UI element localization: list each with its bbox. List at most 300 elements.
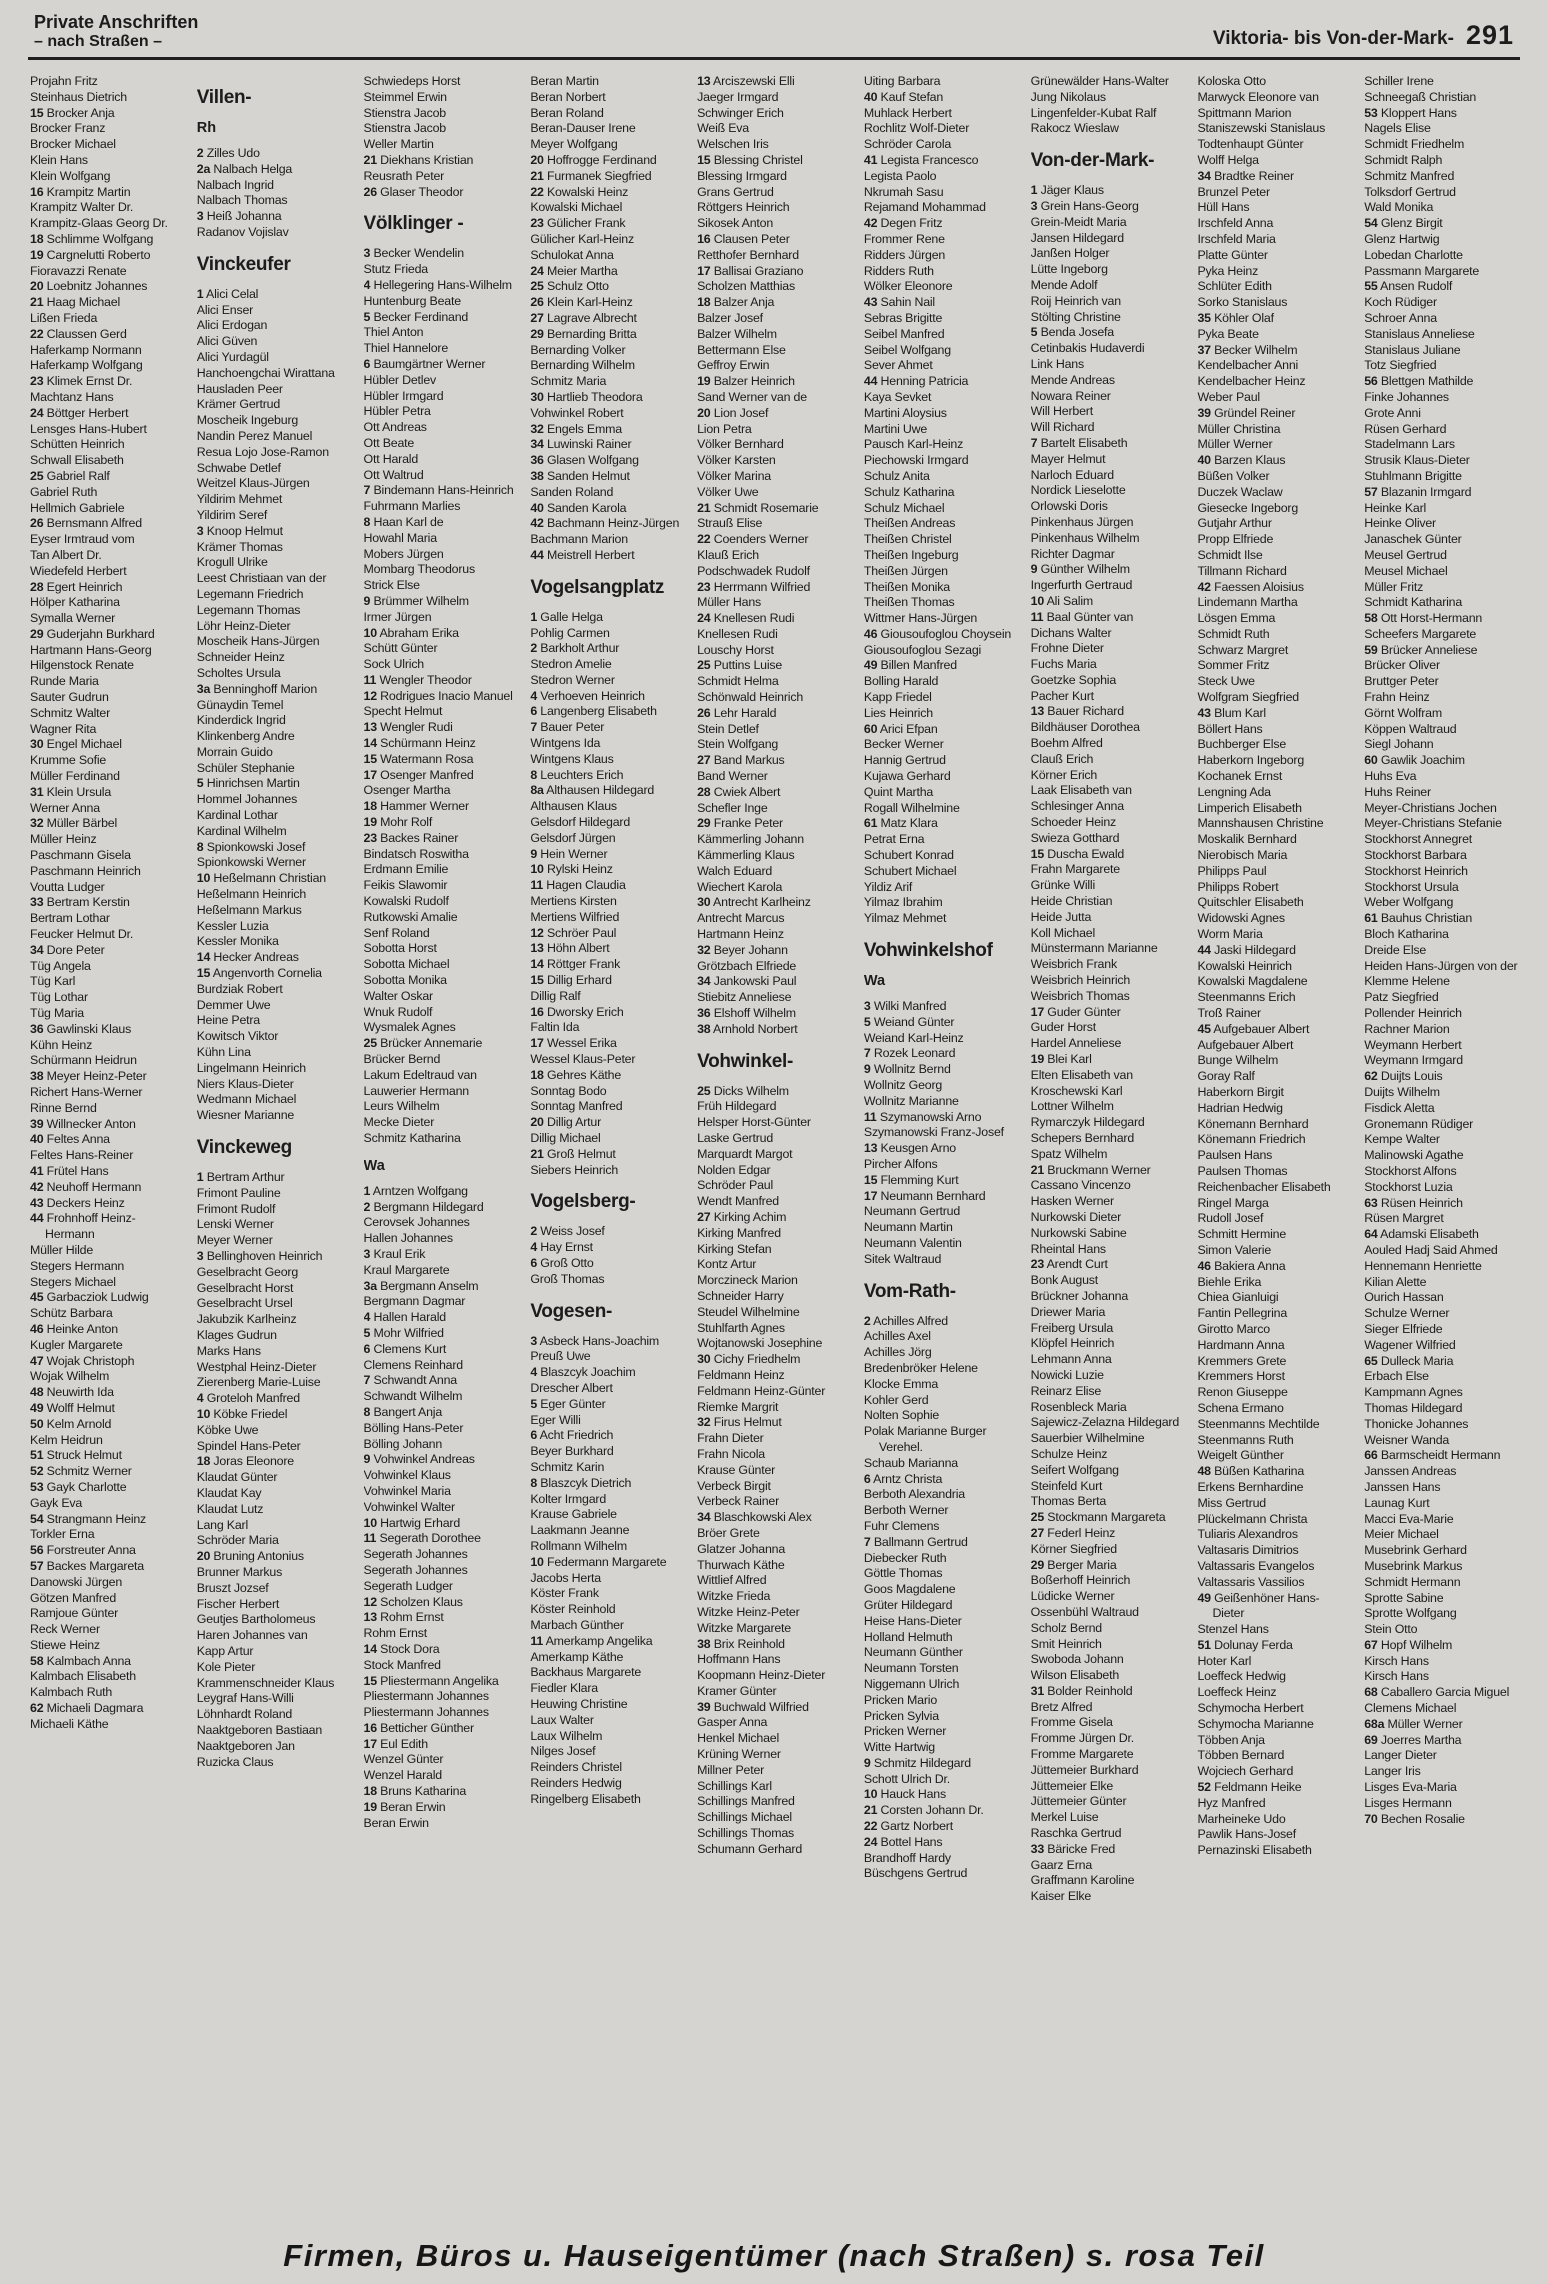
resident-entry: Sobotta Michael <box>363 957 450 972</box>
resident-entry: 20 Dillig Artur <box>530 1115 602 1130</box>
resident-entry: 16 Krampitz Martin <box>30 184 131 199</box>
resident-entry: Reck Werner <box>30 1622 100 1637</box>
resident-entry: Schwiedeps Horst <box>363 74 461 88</box>
resident-entry: 60 Arici Efpan <box>863 721 938 736</box>
resident-entry: Koloska Otto <box>1197 74 1266 88</box>
resident-entry: Krumme Sofie <box>30 753 107 768</box>
resident-entry: Steenmanns Erich <box>1197 990 1296 1005</box>
resident-entry: Lengning Ada <box>1197 784 1271 799</box>
house-number: 17 <box>363 1736 377 1751</box>
house-number: 8 <box>196 839 204 854</box>
resident-entry: Ruzicka Claus <box>196 1754 274 1769</box>
resident-entry: Piechowski Irmgard <box>863 453 969 468</box>
resident-entry: Legemann Friedrich <box>196 586 304 601</box>
resident-entry: 40 Kauf Stefan <box>863 89 944 104</box>
resident-entry: 11 Amerkamp Angelika <box>530 1633 653 1648</box>
house-number: 11 <box>363 1531 377 1546</box>
resident-entry: Völker Karsten <box>697 453 776 468</box>
resident-entry: Wittmer Hans-Jürgen <box>863 611 978 626</box>
resident-entry: Spatz Wilhelm <box>1030 1146 1108 1161</box>
resident-entry: 25 Dicks Wilhelm <box>697 1083 789 1098</box>
resident-entry: Ridders Jürgen <box>863 247 946 262</box>
house-number: 5 <box>863 1014 871 1029</box>
resident-entry: Finke Johannes <box>1364 389 1449 404</box>
resident-entry: Weller Martin <box>363 137 434 152</box>
resident-entry: Jansen Hildegard <box>1030 230 1124 245</box>
resident-entry: Simon Valerie <box>1197 1242 1272 1257</box>
resident-entry: 9 Schmitz Hildegard <box>863 1755 971 1770</box>
resident-entry: 69 Joerres Martha <box>1364 1732 1462 1747</box>
house-number: 15 <box>363 1673 377 1688</box>
resident-entry: Hüll Hans <box>1197 200 1250 215</box>
resident-entry: Ringelberg Elisabeth <box>530 1791 641 1806</box>
resident-entry: Schillings Manfred <box>697 1794 795 1809</box>
resident-entry: 53 Gayk Charlotte <box>30 1479 127 1494</box>
resident-entry: Müller Hans <box>697 595 762 610</box>
resident-entry: Sajewicz-Zelazna Hildegard <box>1030 1415 1180 1430</box>
resident-entry: 21 Furmanek Siegfried <box>530 168 652 183</box>
resident-entry: Stuhlfarth Agnes <box>697 1320 785 1335</box>
resident-entry: Bolling Harald <box>863 674 939 689</box>
resident-entry: Heiden Hans-Jürgen von der <box>1364 958 1518 973</box>
house-number: 15 <box>697 152 711 167</box>
house-number: 24 <box>30 405 44 420</box>
resident-entry: Miss Gertrud <box>1197 1495 1266 1510</box>
resident-entry: Hübler Petra <box>363 404 431 419</box>
resident-entry: Faltin Ida <box>530 1020 580 1035</box>
resident-entry: 9 Hein Werner <box>530 846 608 861</box>
resident-entry: 40 Feltes Anna <box>30 1132 110 1147</box>
house-number: 28 <box>697 784 711 799</box>
resident-entry: 25 Brücker Annemarie <box>363 1036 483 1051</box>
resident-entry: Sobotta Monika <box>363 973 447 988</box>
resident-entry: Holland Helmuth <box>863 1629 953 1644</box>
resident-entry: Merkel Luise <box>1030 1810 1099 1825</box>
resident-entry: 36 Glasen Wolfgang <box>530 453 639 468</box>
resident-entry: 2 Bergmann Hildegard <box>363 1199 484 1214</box>
resident-entry: Boehm Alfred <box>1030 736 1103 751</box>
resident-entry: Sitek Waltraud <box>863 1251 942 1266</box>
house-number: 23 <box>530 216 544 231</box>
resident-entry: Cetinbakis Hudaverdi <box>1030 341 1145 356</box>
house-number: 47 <box>30 1353 44 1368</box>
resident-entry: Frimont Pauline <box>196 1185 281 1200</box>
resident-entry: Klaudat Kay <box>196 1485 262 1500</box>
resident-entry: 24 Knellesen Rudi <box>697 611 795 626</box>
resident-entry: Wnuk Rudolf <box>363 1004 433 1019</box>
resident-entry: 39 Buchwald Wilfried <box>697 1699 809 1714</box>
resident-entry: Langer Dieter <box>1364 1748 1437 1763</box>
house-number: 36 <box>697 1006 711 1021</box>
resident-entry: Schmidt Helma <box>697 674 779 689</box>
resident-entry: Balzer Wilhelm <box>697 326 777 341</box>
resident-entry: 13 Höhn Albert <box>530 941 610 956</box>
resident-entry: Klaudat Günter <box>196 1470 278 1485</box>
resident-entry: Muhlack Herbert <box>863 105 952 120</box>
resident-entry: Neumann Valentin <box>863 1235 962 1250</box>
resident-entry: 10 Ali Salim <box>1030 593 1094 608</box>
house-number: 17 <box>530 1036 544 1051</box>
resident-entry: Pinkenhaus Wilhelm <box>1030 530 1140 545</box>
resident-entry: 20 Loebnitz Johannes <box>30 279 148 294</box>
resident-entry: Sikosek Anton <box>697 216 774 231</box>
resident-entry: Weisner Wanda <box>1364 1432 1450 1447</box>
resident-entry: 23 Gülicher Frank <box>530 216 626 231</box>
house-number: 21 <box>363 152 377 167</box>
resident-entry: 68 Caballero Garcia Miguel <box>1364 1685 1510 1700</box>
resident-entry: Wojciech Gerhard <box>1197 1764 1294 1779</box>
resident-entry: Heide Jutta <box>1030 909 1092 924</box>
resident-entry: Schefler Inge <box>697 800 768 815</box>
house-number: 62 <box>1364 1069 1378 1084</box>
header-title-line2: – nach Straßen – <box>34 33 163 50</box>
resident-entry: Schillings Karl <box>697 1778 772 1793</box>
resident-entry: Ott Harald <box>363 451 419 466</box>
house-number: 33 <box>1030 1841 1045 1856</box>
street-heading: Vogesen- <box>530 1300 613 1322</box>
resident-entry: Pawlik Hans-Josef <box>1197 1827 1296 1842</box>
resident-entry: Wölker Eleonore <box>863 279 953 294</box>
resident-entry: Valtassaris Evangelos <box>1197 1558 1315 1573</box>
resident-entry: Lindemann Martha <box>1197 595 1298 610</box>
resident-entry: Kalmbach Ruth <box>30 1685 113 1700</box>
resident-entry: 50 Kelm Arnold <box>30 1416 112 1431</box>
resident-entry: Kowalski Heinrich <box>1197 958 1292 973</box>
resident-entry: 52 Schmitz Werner <box>30 1464 132 1479</box>
resident-entry: 9 Wollnitz Bernd <box>863 1062 951 1077</box>
house-number: 34 <box>30 942 44 957</box>
resident-entry: 15 Watermann Rosa <box>363 751 474 766</box>
resident-entry: Valtassaris Vassilios <box>1197 1574 1305 1589</box>
resident-entry: Patz Siegfried <box>1364 990 1439 1005</box>
resident-entry: Schröder Maria <box>196 1533 279 1548</box>
resident-entry: Gelsdorf Hildegard <box>530 815 631 830</box>
resident-entry: Clemens Michael <box>1364 1701 1457 1716</box>
resident-entry: Paschmann Gisela <box>30 848 131 863</box>
resident-entry: Chiea Gianluigi <box>1197 1290 1279 1305</box>
resident-entry: 30 Antrecht Karlheinz <box>697 895 811 910</box>
resident-entry: Achilles Axel <box>863 1329 931 1344</box>
house-number: 6 <box>530 704 538 719</box>
house-number: 11 <box>530 1633 544 1648</box>
resident-entry: Berboth Werner <box>863 1503 949 1518</box>
resident-entry: Kessler Luzia <box>196 918 269 933</box>
resident-entry: 4 Blaszcyk Joachim <box>530 1365 636 1380</box>
resident-entry: Cassano Vincenzo <box>1030 1178 1131 1193</box>
resident-entry: Schwarz Margret <box>1197 642 1289 657</box>
house-number: 58 <box>30 1653 44 1668</box>
resident-entry: 44 Henning Patricia <box>863 374 969 389</box>
resident-entry: 15 Blessing Christel <box>697 152 803 167</box>
resident-entry: Wenzel Günter <box>363 1752 444 1767</box>
resident-entry: Bindatsch Roswitha <box>363 846 469 861</box>
resident-entry: Langer Iris <box>1364 1764 1421 1779</box>
resident-entry: Geselbracht Horst <box>196 1280 294 1295</box>
resident-entry: Tan Albert Dr. <box>30 547 102 562</box>
resident-entry: 6 Groß Otto <box>530 1255 594 1270</box>
resident-entry: Klocke Emma <box>863 1376 939 1391</box>
house-number: 61 <box>1364 911 1378 926</box>
resident-entry: Brandhoff Hardy <box>863 1850 951 1865</box>
resident-entry: 33 Bäricke Fred <box>1030 1841 1116 1856</box>
resident-entry: Gayk Eva <box>30 1495 83 1510</box>
resident-entry: Feikis Slawomir <box>363 878 448 893</box>
house-number: 10 <box>196 1406 211 1421</box>
resident-entry: 41 Frütel Hans <box>30 1163 109 1178</box>
resident-entry: Richter Dagmar <box>1030 546 1115 561</box>
resident-entry: Lüdicke Werner <box>1030 1589 1115 1604</box>
resident-entry: 18 Bruns Katharina <box>363 1784 467 1799</box>
resident-entry: 5 Hinrichsen Martin <box>196 776 300 791</box>
house-number: 15 <box>30 105 44 120</box>
resident-entry: Steenmanns Ruth <box>1197 1432 1294 1447</box>
resident-entry: Witzke Heinz-Peter <box>697 1604 800 1619</box>
resident-entry: Könemann Friedrich <box>1197 1132 1306 1147</box>
resident-entry: Schepers Bernhard <box>1030 1131 1135 1145</box>
house-number: 3 <box>1030 198 1038 213</box>
resident-entry: Howahl Maria <box>363 530 437 545</box>
resident-entry: Hartmann Heinz <box>697 927 784 942</box>
house-number: 3 <box>530 1333 538 1348</box>
resident-entry: Stedron Werner <box>530 672 615 687</box>
resident-entry: Gasper Anna <box>697 1715 768 1730</box>
resident-entry: 20 Lion Josef <box>697 405 769 420</box>
resident-entry: 21 Schmidt Rosemarie <box>697 500 819 515</box>
resident-entry: Bettermann Else <box>697 342 786 357</box>
resident-entry: Specht Helmut <box>363 704 443 719</box>
resident-entry: Aouled Hadj Said Ahmed <box>1364 1242 1498 1257</box>
resident-entry: Heise Hans-Dieter <box>863 1613 962 1628</box>
resident-entry: Janaschek Günter <box>1364 532 1462 547</box>
resident-entry: Fantin Pellegrina <box>1197 1306 1288 1321</box>
resident-entry: Büschgens Gertrud <box>863 1866 968 1881</box>
resident-entry: Jaeger Irmgard <box>697 89 779 104</box>
resident-entry: Bergmann Dagmar <box>363 1294 466 1309</box>
resident-entry: Alici Erdogan <box>196 318 268 333</box>
resident-entry: Stockhorst Barbara <box>1364 848 1467 863</box>
house-number: 1 <box>196 286 204 301</box>
resident-entry: Demmer Uwe <box>196 997 271 1012</box>
house-number: 9 <box>363 593 371 608</box>
house-number: 38 <box>30 1069 44 1084</box>
resident-entry: 66 Barmscheidt Hermann <box>1364 1448 1501 1463</box>
resident-entry: Girotto Marco <box>1197 1321 1270 1336</box>
resident-entry: Gronemann Rüdiger <box>1364 1116 1474 1131</box>
resident-entry: 16 Betticher Günther <box>363 1720 474 1735</box>
resident-entry: Paulsen Thomas <box>1197 1163 1288 1178</box>
resident-entry: Stienstra Jacob <box>363 121 446 136</box>
resident-entry: Bunge Wilhelm <box>1197 1053 1279 1068</box>
resident-entry: Berboth Alexandria <box>863 1487 965 1502</box>
resident-entry: Neumann Günther <box>863 1645 963 1660</box>
resident-entry: Fischer Herbert <box>196 1596 280 1611</box>
resident-entry: Wagner Rita <box>30 721 97 736</box>
resident-entry: Weber Wolfgang <box>1364 895 1454 910</box>
resident-entry: Millner Peter <box>697 1762 765 1777</box>
resident-entry: 1 Alici Celal <box>196 286 259 301</box>
resident-entry: Sieger Elfriede <box>1364 1321 1443 1336</box>
resident-entry: Krause Gabriele <box>530 1507 617 1522</box>
house-number: 27 <box>530 310 544 325</box>
resident-entry: Völker Bernhard <box>697 437 784 452</box>
resident-entry: Steinfeld Kurt <box>1030 1478 1103 1493</box>
directory-column-4 <box>530 74 684 2214</box>
resident-entry: Kessler Monika <box>196 934 279 949</box>
house-number: 39 <box>697 1699 711 1714</box>
resident-entry: Schulze Heinz <box>1030 1446 1108 1461</box>
resident-entry: Totz Siegfried <box>1364 358 1437 373</box>
resident-entry: Janssen Andreas <box>1364 1464 1457 1479</box>
resident-entry: 11 Wengler Theodor <box>363 672 472 687</box>
resident-entry: Petrat Erna <box>863 832 925 847</box>
resident-entry: Wenzel Harald <box>363 1768 442 1783</box>
house-number: 22 <box>530 184 544 199</box>
resident-entry: 40 Barzen Klaus <box>1197 453 1286 468</box>
header-title-line1: Private Anschriften <box>34 12 199 32</box>
resident-entry: Müller Ferdinand <box>30 769 120 784</box>
resident-entry: Strauß Elise <box>697 516 763 531</box>
house-number: 30 <box>697 1352 711 1367</box>
resident-entry: 3 Asbeck Hans-Joachim <box>530 1333 660 1348</box>
resident-entry: Todtenhaupt Günter <box>1197 137 1304 152</box>
resident-entry: Pyka Heinz <box>1197 263 1259 278</box>
house-number: 13 <box>530 941 544 956</box>
resident-entry: 37 Becker Wilhelm <box>1197 342 1298 357</box>
house-number: 19 <box>1030 1052 1045 1067</box>
house-number: 49 <box>863 658 878 673</box>
directory-column-3 <box>364 74 518 2214</box>
house-number: 13 <box>363 720 377 735</box>
resident-entry: Niggemann Ulrich <box>863 1676 960 1691</box>
resident-entry: Kelm Heidrun <box>30 1432 103 1447</box>
house-number: 34 <box>1197 168 1211 183</box>
resident-entry: Clemens Reinhard <box>363 1357 463 1372</box>
house-number: 10 <box>530 862 544 877</box>
resident-entry: Giesecke Ingeborg <box>1197 500 1299 515</box>
resident-entry: 64 Adamski Elisabeth <box>1364 1227 1479 1242</box>
resident-entry: Köster Frank <box>530 1586 599 1601</box>
house-number: 3a <box>363 1278 377 1293</box>
resident-entry: 26 Bernsmann Alfred <box>30 516 142 531</box>
resident-entry: Goetzke Sophia <box>1030 672 1117 687</box>
house-number: 32 <box>530 421 544 436</box>
house-number: 57 <box>30 1558 44 1573</box>
resident-entry: Haberkorn Ingeborg <box>1197 753 1305 768</box>
resident-entry: Wintgens Ida <box>530 736 601 751</box>
resident-entry: Stienstra Jacob <box>363 105 446 120</box>
resident-entry: Kontz Artur <box>697 1257 757 1272</box>
resident-entry: Sanden Roland <box>530 484 614 499</box>
house-number: 64 <box>1364 1227 1378 1242</box>
resident-entry: 17 Wessel Erika <box>530 1036 617 1051</box>
resident-entry: Nandin Perez Manuel <box>196 428 313 443</box>
house-number: 29 <box>530 326 544 341</box>
street-heading: Von-der-Mark- <box>1030 150 1155 172</box>
resident-entry: Feltes Hans-Reiner <box>30 1148 134 1163</box>
house-number: 23 <box>1030 1257 1045 1272</box>
house-number: 9 <box>863 1755 871 1770</box>
resident-entry: Rachner Marion <box>1364 1021 1450 1036</box>
resident-entry: 34 Jankowski Paul <box>697 974 797 989</box>
resident-entry: Fuhrmann Marlies <box>363 499 461 514</box>
house-number: 18 <box>30 231 44 246</box>
resident-entry: Lang Karl <box>196 1517 249 1532</box>
resident-entry: 2a Nalbach Helga <box>196 161 293 176</box>
resident-entry: 13 Rohm Ernst <box>363 1610 444 1625</box>
resident-entry: Meusel Gertrud <box>1364 547 1447 562</box>
resident-entry: Kilian Alette <box>1364 1274 1427 1289</box>
resident-entry: Lensges Hans-Hubert <box>30 421 147 436</box>
resident-entry: 10 Heßelmann Christian <box>196 871 326 886</box>
resident-entry: 27 Lagrave Albrecht <box>530 310 637 325</box>
resident-entry: 20 Hoffrogge Ferdinand <box>530 152 657 167</box>
resident-entry: Sprotte Sabine <box>1364 1590 1444 1605</box>
resident-entry: Bachmann Marion <box>530 532 628 547</box>
resident-entry: Dreide Else <box>1364 942 1427 957</box>
resident-entry: Frahn Dieter <box>697 1431 764 1446</box>
resident-entry: Stiewe Heinz <box>30 1637 100 1652</box>
resident-entry: 10 Federmann Margarete <box>530 1554 667 1569</box>
resident-entry: 29 Franke Peter <box>697 816 783 831</box>
resident-entry: Weymann Irmgard <box>1364 1053 1463 1068</box>
resident-entry: Driewer Maria <box>1030 1304 1106 1319</box>
house-number: 3 <box>196 209 204 224</box>
resident-entry: Lißen Frieda <box>30 310 98 325</box>
resident-entry: Schwinger Erich <box>697 105 784 120</box>
resident-entry: Beran-Dauser Irene <box>530 121 636 136</box>
resident-entry: Ott Waltrud <box>363 467 424 482</box>
resident-entry: Richert Hans-Werner <box>30 1085 143 1099</box>
house-number: 44 <box>30 1211 44 1226</box>
house-number: 19 <box>697 374 711 389</box>
page-footer <box>0 2238 1548 2274</box>
house-number: 65 <box>1364 1353 1378 1368</box>
resident-entry: Yilmaz Mehmet <box>863 911 947 926</box>
house-number: 20 <box>196 1549 211 1564</box>
directory-columns <box>0 60 1548 2214</box>
resident-entry: Meusel Michael <box>1364 563 1448 578</box>
resident-entry: Althausen Klaus <box>530 799 617 814</box>
house-number: 20 <box>530 152 544 167</box>
resident-entry: 6 Arntz Christa <box>863 1471 943 1486</box>
resident-entry: Kempe Walter <box>1364 1132 1440 1147</box>
resident-entry: Morczineck Marion <box>697 1273 798 1288</box>
resident-entry: 51 Struck Helmut <box>30 1448 122 1463</box>
resident-entry: Ingerfurth Gertraud <box>1030 578 1133 593</box>
house-number: 4 <box>530 1365 538 1380</box>
house-number: 3 <box>363 1246 371 1261</box>
resident-entry: Moscheik Hans-Jürgen <box>196 634 320 649</box>
resident-entry: Martini Uwe <box>863 421 928 436</box>
resident-entry: Band Werner <box>697 769 768 784</box>
resident-entry: Mannshausen Christine <box>1197 816 1324 831</box>
resident-entry: Hübler Irmgard <box>363 388 444 403</box>
resident-entry: 23 Herrmann Wilfried <box>697 579 811 594</box>
resident-entry: Neumann Gertrud <box>863 1204 961 1219</box>
resident-entry: Stanislaus Juliane <box>1364 342 1461 357</box>
resident-entry: 3 Heiß Johanna <box>196 209 282 224</box>
resident-entry: 15 Dillig Erhard <box>530 973 612 988</box>
resident-entry: 25 Puttins Luise <box>697 658 783 673</box>
house-number: 10 <box>363 625 377 640</box>
house-number: 36 <box>530 453 544 468</box>
house-number: 40 <box>30 1132 44 1147</box>
resident-entry: Hölper Katharina <box>30 595 120 610</box>
resident-entry: 2 Weiss Josef <box>530 1224 605 1239</box>
house-number: 49 <box>30 1400 44 1415</box>
resident-entry: 9 Vohwinkel Andreas <box>363 1452 475 1467</box>
resident-entry: Theißen Thomas <box>863 595 955 610</box>
